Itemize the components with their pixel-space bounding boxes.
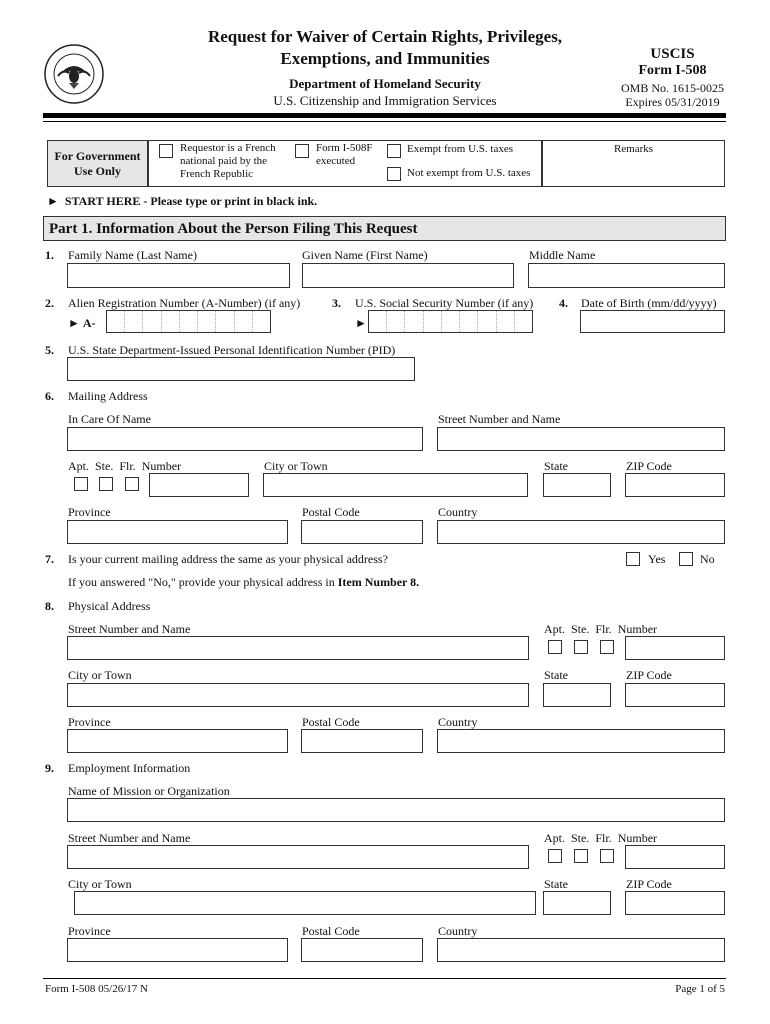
employment-street-input[interactable] xyxy=(67,845,529,869)
item6-number: 6. xyxy=(45,389,54,403)
expiration-date: Expires 05/31/2019 xyxy=(625,95,720,109)
dob-input[interactable] xyxy=(580,310,725,333)
gov-use-label-line2: Use Only xyxy=(73,164,121,178)
followup-text: If you answered "No," provide your physical address in xyxy=(68,575,338,589)
mailing-apt-label xyxy=(68,459,181,474)
employment-postal-label: Postal Code xyxy=(302,924,360,938)
employment-province-label: Province xyxy=(68,924,111,938)
employment-country-label: Country xyxy=(438,924,478,938)
employment-zip-input[interactable] xyxy=(625,891,725,915)
employment-country-input[interactable] xyxy=(437,938,725,962)
physical-postal-input[interactable] xyxy=(301,729,423,753)
employment-flr-checkbox[interactable] xyxy=(600,849,614,863)
item9-number: 9. xyxy=(45,761,54,775)
mailing-postal-label: Postal Code xyxy=(302,505,360,519)
pid-label: U.S. State Department-Issued Personal Identification Number (PID) xyxy=(68,343,396,357)
footer-divider xyxy=(43,978,726,979)
item5-number: 5. xyxy=(45,343,54,357)
item2-number: 2. xyxy=(45,296,54,310)
form-number: Form I-508 xyxy=(638,63,707,78)
same-address-no-label: No xyxy=(700,552,715,566)
given-name-input[interactable] xyxy=(302,263,514,288)
arrow-right-icon: ► xyxy=(355,316,367,330)
mailing-zip-label: ZIP Code xyxy=(626,459,672,473)
gov-use-label-cell xyxy=(47,140,148,187)
mailing-apt-checkbox[interactable] xyxy=(74,477,88,491)
flr-text: Flr. xyxy=(595,622,612,636)
middle-name-label: Middle Name xyxy=(529,248,596,262)
not-exempt-taxes-checkbox[interactable] xyxy=(387,167,401,181)
employment-state-label: State xyxy=(544,877,568,891)
number-text: Number xyxy=(617,622,658,636)
ssn-input[interactable] xyxy=(368,310,533,333)
same-address-question: Is your current mailing address the same as your physical address? xyxy=(68,552,388,566)
employment-postal-input[interactable] xyxy=(301,938,423,962)
physical-city-input[interactable] xyxy=(67,683,529,707)
agency-name: U.S. Citizenship and Immigration Services xyxy=(273,93,497,108)
mailing-city-input[interactable] xyxy=(263,473,528,497)
ste-text: Ste. xyxy=(571,831,590,845)
mailing-postal-input[interactable] xyxy=(301,520,423,544)
mailing-street-input[interactable] xyxy=(437,427,725,451)
form-edition: Form I-508 05/26/17 N xyxy=(45,983,148,995)
employment-street-label: Street Number and Name xyxy=(68,831,191,845)
dhs-seal xyxy=(43,43,105,105)
exempt-taxes-checkbox[interactable] xyxy=(387,144,401,158)
form-i508f-checkbox[interactable] xyxy=(295,144,309,158)
ste-text: Ste. xyxy=(95,459,114,473)
mailing-state-label: State xyxy=(544,459,568,473)
physical-province-input[interactable] xyxy=(67,729,288,753)
pid-input[interactable] xyxy=(67,357,415,381)
physical-flr-checkbox[interactable] xyxy=(600,640,614,654)
employment-city-label: City or Town xyxy=(68,877,132,891)
in-care-of-input[interactable] xyxy=(67,427,423,451)
family-name-label: Family Name (Last Name) xyxy=(68,248,197,262)
employment-unit-number-input[interactable] xyxy=(625,845,725,869)
gov-use-label-line1: For Government xyxy=(54,149,141,163)
physical-unit-number-input[interactable] xyxy=(625,636,725,660)
header-divider xyxy=(43,113,726,118)
physical-zip-label: ZIP Code xyxy=(626,668,672,682)
form-i508f-label: Form I-508F executed xyxy=(316,142,373,167)
a-number-prefix-text: A- xyxy=(82,316,96,330)
mailing-ste-checkbox[interactable] xyxy=(99,477,113,491)
mailing-flr-checkbox[interactable] xyxy=(125,477,139,491)
a-number-label: Alien Registration Number (A-Number) (if any) xyxy=(68,296,301,310)
remarks-label: Remarks xyxy=(613,143,654,155)
arrow-right-icon: ► xyxy=(47,194,65,208)
mailing-province-label: Province xyxy=(68,505,111,519)
mailing-zip-input[interactable] xyxy=(625,473,725,497)
requestor-french-checkbox[interactable] xyxy=(159,144,173,158)
mailing-state-input[interactable] xyxy=(543,473,611,497)
omb-number: OMB No. 1615-0025 xyxy=(620,81,724,95)
physical-apt-checkbox[interactable] xyxy=(548,640,562,654)
physical-province-label: Province xyxy=(68,715,111,729)
number-text: Number xyxy=(617,831,658,845)
given-name-label: Given Name (First Name) xyxy=(302,248,428,262)
dob-label: Date of Birth (mm/dd/yyyy) xyxy=(581,296,717,310)
same-address-yes-checkbox[interactable] xyxy=(626,552,640,566)
employment-apt-checkbox[interactable] xyxy=(548,849,562,863)
page-number: Page 1 of 5 xyxy=(675,983,725,995)
header-divider-thin xyxy=(43,121,726,122)
physical-country-label: Country xyxy=(438,715,478,729)
mailing-address-label: Mailing Address xyxy=(68,389,148,403)
exempt-taxes-label: Exempt from U.S. taxes xyxy=(407,143,514,155)
uscis-label: USCIS xyxy=(650,46,695,62)
employment-state-input[interactable] xyxy=(543,891,611,915)
mailing-city-label: City or Town xyxy=(264,459,328,473)
mailing-country-input[interactable] xyxy=(437,520,725,544)
part1-header: Part 1. Information About the Person Filing This Request xyxy=(43,216,726,241)
family-name-input[interactable] xyxy=(67,263,290,288)
start-here-text: START HERE - Please type or print in black ink. xyxy=(64,194,318,208)
physical-ste-checkbox[interactable] xyxy=(574,640,588,654)
item8-number: 8. xyxy=(45,599,54,613)
physical-city-label: City or Town xyxy=(68,668,132,682)
item7-followup xyxy=(68,575,419,590)
mailing-province-input[interactable] xyxy=(67,520,288,544)
followup-bold-text: Item Number 8. xyxy=(337,575,420,589)
in-care-of-label: In Care Of Name xyxy=(68,412,151,426)
physical-apt-label xyxy=(544,622,657,637)
employment-zip-label: ZIP Code xyxy=(626,877,672,891)
mission-input[interactable] xyxy=(67,798,725,822)
item1-number: 1. xyxy=(45,248,54,262)
title-line-1: Request for Waiver of Certain Rights, Privileges, xyxy=(207,27,563,46)
physical-state-label: State xyxy=(544,668,568,682)
physical-country-input[interactable] xyxy=(437,729,725,753)
department-name: Department of Homeland Security xyxy=(289,76,481,91)
a-number-input[interactable] xyxy=(106,310,271,333)
same-address-no-checkbox[interactable] xyxy=(679,552,693,566)
start-here-instruction xyxy=(47,194,317,209)
apt-text: Apt. xyxy=(544,622,565,636)
apt-text: Apt. xyxy=(68,459,89,473)
ssn-label: U.S. Social Security Number (if any) xyxy=(355,296,534,310)
employment-city-input[interactable] xyxy=(74,891,536,915)
same-address-yes-label: Yes xyxy=(648,552,666,566)
item3-number: 3. xyxy=(332,296,341,310)
item7-number: 7. xyxy=(45,552,54,566)
form-title xyxy=(160,26,610,70)
physical-street-label: Street Number and Name xyxy=(68,622,191,636)
employment-apt-label xyxy=(544,831,657,846)
arrow-right-icon: ► xyxy=(68,316,83,330)
middle-name-input[interactable] xyxy=(528,263,725,288)
mailing-unit-number-input[interactable] xyxy=(149,473,249,497)
employment-label: Employment Information xyxy=(68,761,191,775)
physical-state-input[interactable] xyxy=(543,683,611,707)
a-number-prefix xyxy=(68,316,96,331)
not-exempt-taxes-label: Not exempt from U.S. taxes xyxy=(407,167,531,179)
mission-label: Name of Mission or Organization xyxy=(68,784,230,798)
apt-text: Apt. xyxy=(544,831,565,845)
ste-text: Ste. xyxy=(571,622,590,636)
flr-text: Flr. xyxy=(595,831,612,845)
mailing-street-label: Street Number and Name xyxy=(438,412,561,426)
mailing-country-label: Country xyxy=(438,505,478,519)
flr-text: Flr. xyxy=(119,459,136,473)
employment-province-input[interactable] xyxy=(67,938,288,962)
physical-zip-input[interactable] xyxy=(625,683,725,707)
employment-ste-checkbox[interactable] xyxy=(574,849,588,863)
title-line-2: Exemptions, and Immunities xyxy=(280,49,490,68)
number-text: Number xyxy=(141,459,182,473)
physical-postal-label: Postal Code xyxy=(302,715,360,729)
requestor-french-label: Requestor is a French national paid by the French Republic xyxy=(180,142,276,180)
item4-number: 4. xyxy=(559,296,568,310)
physical-street-input[interactable] xyxy=(67,636,529,660)
physical-address-label: Physical Address xyxy=(68,599,151,613)
